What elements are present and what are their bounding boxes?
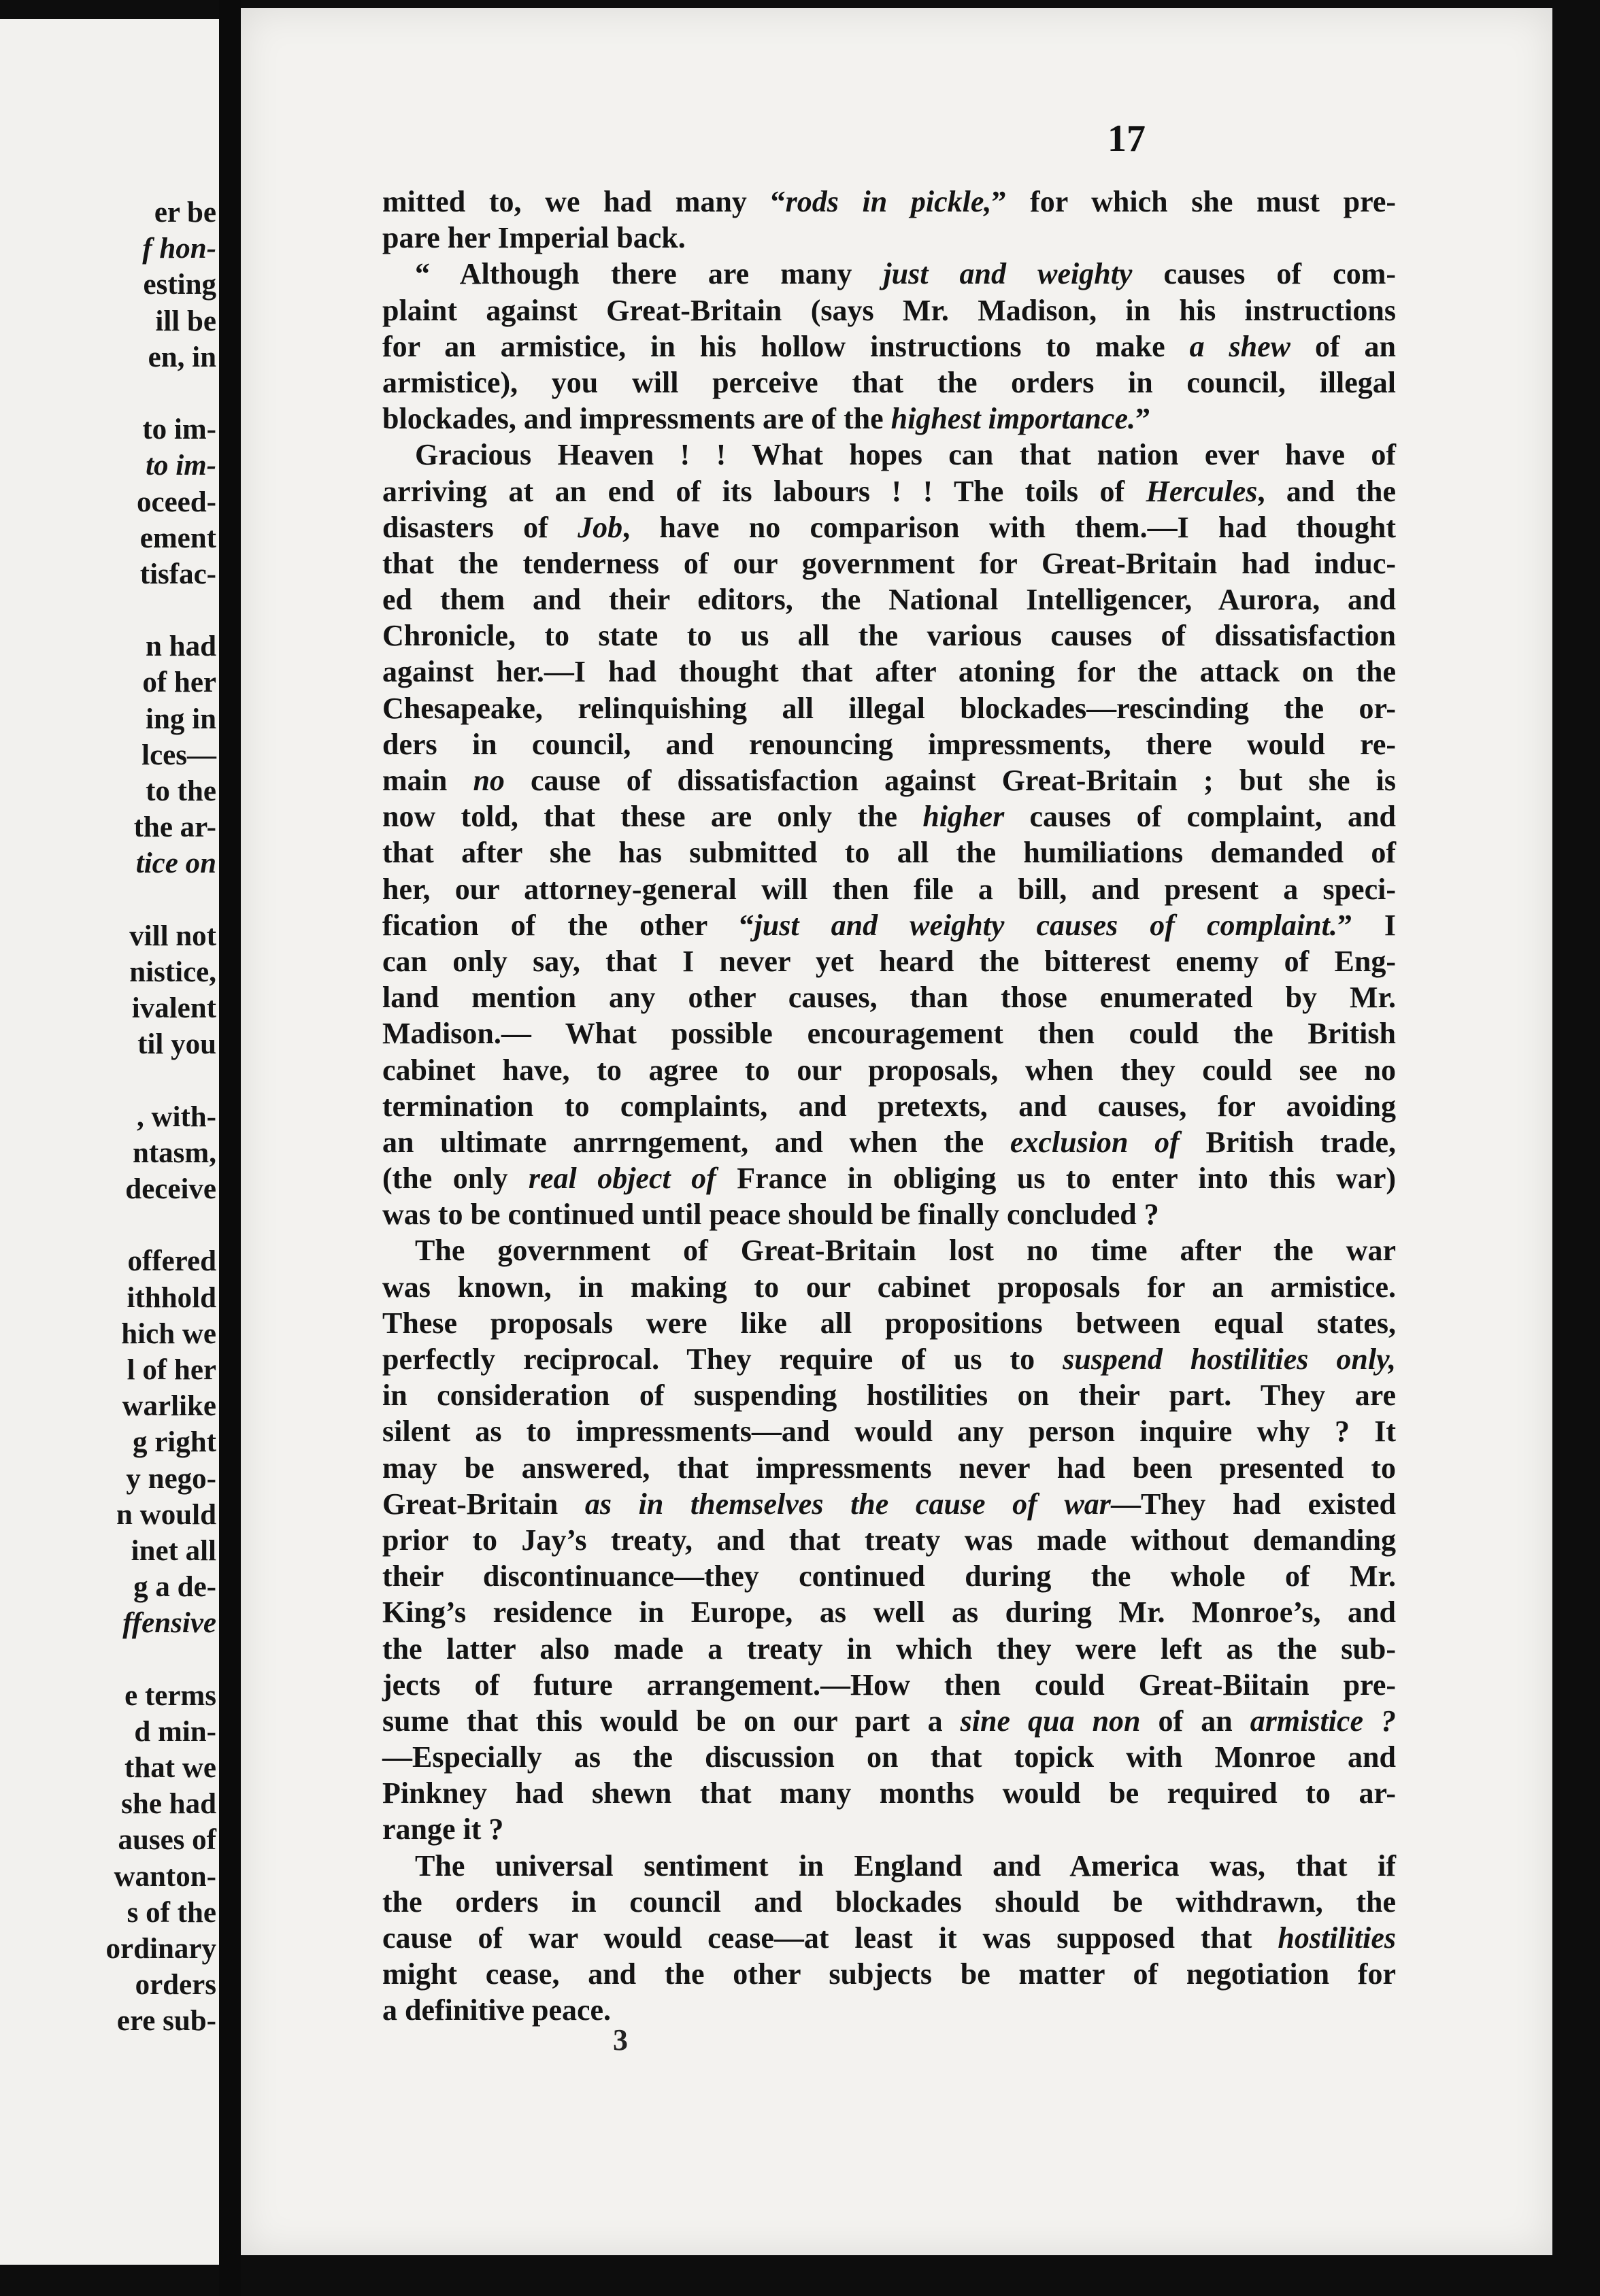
facing-page-line: l of her — [127, 1354, 216, 1386]
italic-text: exclusion of — [1010, 1125, 1180, 1159]
facing-page-line: of her — [142, 666, 216, 699]
text-run: King’s residence in Europe, as well as during Mr. Monroe’s, and — [382, 1596, 1396, 1630]
text-line — [382, 1920, 1396, 1956]
text-run: Madison.— What possible encouragement then could the British — [382, 1017, 1396, 1051]
italic-text: Hercules — [1146, 474, 1258, 508]
facing-page-line — [0, 592, 216, 628]
text-line — [382, 184, 1396, 220]
facing-page-line: lces— — [141, 739, 216, 771]
text-line — [382, 545, 1396, 581]
text-run: land mention any other causes, than those enumerated by Mr. — [382, 981, 1396, 1015]
text-run: , have no comparison with them.—I had thought — [622, 510, 1396, 544]
facing-page-line: er be — [154, 197, 216, 229]
facing-page-line: g a de- — [133, 1571, 216, 1604]
facing-page-line: ntasm, — [132, 1136, 216, 1169]
text-run: that after she has submitted to all the humiliations demanded of — [382, 836, 1396, 870]
italic-text: a shew — [1189, 329, 1291, 363]
facing-page-left — [0, 19, 219, 2265]
italic-text: just and weighty — [883, 257, 1133, 291]
text-run: now told, that these are only the — [382, 800, 923, 834]
text-line — [382, 1631, 1396, 1667]
text-run: blockades, and impressments are of the — [382, 402, 891, 436]
text-line — [382, 1196, 1396, 1232]
italic-text: as in themselves the cause of war — [584, 1487, 1111, 1521]
italic-text: real object of — [528, 1162, 716, 1196]
facing-page-line: s of the — [127, 1896, 216, 1929]
text-run: against her.—I had thought that after atoning for the attack on the — [382, 655, 1396, 689]
text-run: might cease, and the other subjects be matter of negotiation for — [382, 1957, 1396, 1991]
facing-page-line — [0, 375, 216, 411]
italic-text: suspend hostilities only, — [1063, 1343, 1396, 1376]
text-run: in consideration of suspending hostilities on their part. They are — [382, 1379, 1396, 1413]
text-line — [382, 1956, 1396, 1992]
book-gutter — [219, 0, 241, 2296]
text-line — [382, 1884, 1396, 1920]
text-line — [382, 871, 1396, 907]
text-line — [382, 1594, 1396, 1630]
text-line — [382, 220, 1396, 256]
italic-text: just and weighty causes of complaint. — [754, 908, 1337, 942]
italic-text: hostilities — [1278, 1921, 1396, 1955]
text-run: ” — [1135, 402, 1150, 436]
text-line — [382, 1305, 1396, 1341]
facing-page-line: inet all — [131, 1534, 216, 1567]
page — [241, 8, 1552, 2255]
facing-page-line — [0, 1207, 216, 1243]
facing-page-line: , with- — [136, 1100, 216, 1133]
text-run: pare her Imperial back. — [382, 221, 686, 255]
facing-page-line: ivalent — [131, 992, 216, 1025]
text-line — [382, 401, 1396, 437]
text-run: may be answered, that impressments never had been presented to — [382, 1451, 1396, 1485]
text-line — [382, 1015, 1396, 1051]
text-run: cause of dissatisfaction against Great-Britain ; but she is — [504, 764, 1396, 797]
facing-page-line: tisfac- — [139, 558, 216, 590]
italic-text: armistice ? — [1250, 1704, 1397, 1738]
text-run: ” for which she must pre- — [991, 185, 1397, 218]
text-run: a definitive peace. — [382, 1993, 612, 2027]
text-line — [382, 979, 1396, 1015]
facing-page-line: to the — [146, 775, 216, 807]
text-line — [382, 1124, 1396, 1160]
facing-page-line: auses of — [118, 1824, 216, 1857]
text-line — [382, 1269, 1396, 1305]
text-line — [382, 943, 1396, 979]
text-line — [382, 365, 1396, 401]
text-line — [382, 1992, 1396, 2028]
text-run: Chronicle, to state to us all the various causes of dissatisfaction — [382, 619, 1396, 653]
text-run: jects of future arrangement.—How then could Great-Biitain pre- — [382, 1668, 1396, 1702]
text-line — [382, 1341, 1396, 1377]
text-line — [382, 473, 1396, 509]
text-line — [382, 1377, 1396, 1413]
text-run: British trade, — [1179, 1125, 1396, 1159]
text-line — [382, 292, 1396, 328]
text-run: Great-Britain — [382, 1487, 585, 1521]
facing-page-line: that we — [124, 1752, 216, 1785]
text-line — [382, 1703, 1396, 1739]
text-run: was to be continued until peace should be finally concluded ? — [382, 1198, 1159, 1232]
text-run: ders in council, and renouncing impressments, there would re- — [382, 727, 1396, 761]
text-run: silent as to impressments—and would any person inquire why ? It — [382, 1415, 1396, 1449]
text-line — [382, 1413, 1396, 1449]
text-line — [382, 1522, 1396, 1558]
text-line — [382, 762, 1396, 798]
text-run: of an — [1290, 329, 1397, 363]
text-run: her, our attorney-general will then file a bill, and present a speci- — [382, 872, 1396, 906]
text-line — [382, 1558, 1396, 1594]
text-line — [382, 437, 1396, 473]
facing-page-line: g right — [132, 1426, 216, 1459]
text-run: perfectly reciprocal. They require of us to — [382, 1343, 1063, 1376]
facing-page-line: ere sub- — [116, 2005, 216, 2038]
text-line — [382, 509, 1396, 545]
facing-page-line: d min- — [134, 1715, 216, 1748]
text-run: prior to Jay’s treaty, and that treaty was made without demanding — [382, 1523, 1396, 1557]
facing-page-line: n had — [146, 630, 216, 663]
facing-page-line: tice on — [135, 847, 216, 880]
text-run: an ultimate anrrngement, and when the — [382, 1125, 1010, 1159]
text-line — [382, 1160, 1396, 1196]
text-run: —They had existed — [1110, 1487, 1396, 1521]
italic-text: highest importance. — [890, 402, 1135, 436]
facing-page-line: en, in — [148, 341, 216, 373]
text-run: France in obliging us to enter into this war) — [716, 1162, 1397, 1196]
text-run: causes of complaint, and — [1004, 800, 1396, 834]
text-run: (the only — [382, 1162, 529, 1196]
text-line — [382, 328, 1396, 365]
text-run: cabinet have, to agree to our proposals, when they could see no — [382, 1053, 1396, 1087]
text-line — [382, 1088, 1396, 1124]
facing-page-line: til you — [137, 1028, 216, 1061]
facing-page-line — [0, 882, 216, 918]
text-run: was known, in making to our cabinet proposals for an armistice. — [382, 1270, 1396, 1304]
text-line — [382, 1052, 1396, 1088]
text-line — [382, 618, 1396, 654]
body-text — [382, 184, 1396, 2029]
text-run: armistice), you will perceive that the orders in council, illegal — [382, 365, 1396, 399]
facing-page-line: y nego- — [126, 1462, 216, 1495]
facing-page-text — [0, 195, 216, 2040]
facing-page-line: to im- — [146, 450, 216, 482]
text-run: causes of com- — [1132, 257, 1396, 291]
text-run: arriving at an end of its labours ! ! The toils of — [382, 474, 1146, 508]
text-run: These proposals were like all propositions between equal states, — [382, 1306, 1396, 1340]
facing-page-line: she had — [121, 1788, 216, 1821]
text-line — [382, 834, 1396, 871]
text-line — [382, 726, 1396, 762]
text-run: , and the — [1257, 474, 1397, 508]
text-run: Pinkney had shewn that many months would be required to ar- — [382, 1776, 1396, 1810]
text-run: ” I — [1337, 908, 1396, 942]
text-run: the latter also made a treaty in which they were left as the sub- — [382, 1632, 1396, 1666]
text-line — [382, 1232, 1396, 1268]
facing-page-line: vill not — [129, 919, 216, 952]
text-run: The government of Great-Britain lost no time after the war — [415, 1234, 1396, 1268]
text-run: The universal sentiment in England and America was, that if — [415, 1848, 1396, 1883]
facing-page-line — [0, 1063, 216, 1099]
text-run: that the tenderness of our government for Great-Britain had induc- — [382, 546, 1396, 580]
facing-page-line: the ar- — [133, 811, 216, 844]
signature-mark: 3 — [613, 2023, 628, 2057]
text-run: ed them and their editors, the National Intelligencer, Aurora, and — [382, 583, 1396, 617]
text-run: range it ? — [382, 1812, 504, 1846]
facing-page-line — [0, 1642, 216, 1678]
text-run: can only say, that I never yet heard the bitterest enemy of Eng- — [382, 944, 1396, 978]
text-line — [382, 1486, 1396, 1522]
text-line — [382, 581, 1396, 618]
text-run: sume that this would be on our part a — [382, 1704, 961, 1738]
facing-page-line: hich we — [121, 1317, 216, 1350]
text-run: their discontinuance—they continued during the whole of Mr. — [382, 1559, 1396, 1593]
text-run: termination to complaints, and pretexts, and causes, for avoiding — [382, 1089, 1396, 1123]
facing-page-line: ill be — [155, 305, 216, 337]
text-run: for an armistice, in his hollow instructions to make — [382, 329, 1190, 363]
facing-page-line: ordinary — [105, 1933, 216, 1965]
text-run: Gracious Heaven ! ! What hopes can that nation ever have of — [415, 438, 1396, 472]
page-number: 17 — [1107, 118, 1146, 160]
text-line — [382, 690, 1396, 726]
italic-text: sine qua non — [960, 1704, 1141, 1738]
text-line — [382, 256, 1396, 292]
facing-page-line: ffensive — [122, 1607, 216, 1640]
text-line — [382, 1450, 1396, 1486]
text-run: —Especially as the discussion on that topick with Monroe and — [382, 1740, 1396, 1774]
text-line — [382, 907, 1396, 943]
facing-page-line: ing in — [146, 703, 216, 735]
italic-text: rods in pickle, — [785, 185, 992, 218]
text-line — [382, 1739, 1396, 1775]
facing-page-line: n would — [116, 1498, 216, 1531]
facing-page-line: oceed- — [137, 486, 216, 518]
text-run: disasters of — [382, 510, 578, 544]
facing-page-line: f hon- — [142, 233, 216, 265]
text-line — [382, 1667, 1396, 1703]
text-run: Chesapeake, relinquishing all illegal blockades—rescinding the or- — [382, 691, 1396, 725]
text-run: plaint against Great-Britain (says Mr. Madison, in his instructions — [382, 293, 1396, 327]
text-run: mitted to, we had many “ — [382, 185, 786, 218]
italic-text: no — [473, 764, 505, 797]
text-run: fication of the other “ — [382, 908, 754, 942]
facing-page-line: offered — [127, 1245, 216, 1278]
text-line — [382, 1811, 1396, 1847]
text-run: “ Although there are many — [415, 257, 884, 291]
text-run: cause of war would cease—at least it was supposed that — [382, 1921, 1278, 1955]
text-line — [382, 798, 1396, 834]
facing-page-line: wanton- — [114, 1860, 216, 1893]
facing-page-line: orders — [135, 1969, 216, 2002]
text-line — [382, 1848, 1396, 1884]
italic-text: Job — [578, 510, 623, 544]
facing-page-line: deceive — [125, 1173, 216, 1206]
italic-text: higher — [922, 800, 1005, 834]
facing-page-line: to im- — [142, 413, 216, 446]
text-run: the orders in council and blockades should be withdrawn, the — [382, 1885, 1396, 1919]
text-run: main — [382, 764, 473, 797]
facing-page-line: esting — [143, 269, 216, 301]
facing-page-line: warlike — [122, 1390, 216, 1423]
text-line — [382, 654, 1396, 690]
facing-page-line: ement — [139, 522, 216, 554]
facing-page-line: ithhold — [127, 1281, 216, 1314]
text-run: of an — [1140, 1704, 1250, 1738]
facing-page-line: e terms — [124, 1679, 216, 1712]
facing-page-line: nistice, — [129, 956, 216, 988]
text-line — [382, 1775, 1396, 1811]
